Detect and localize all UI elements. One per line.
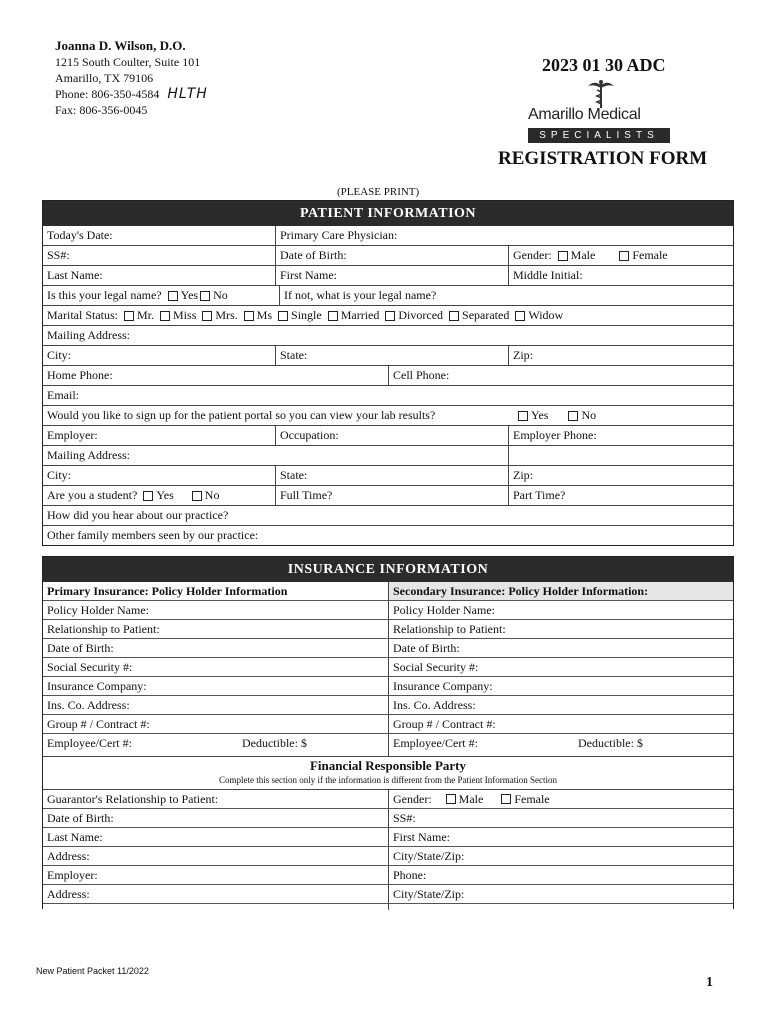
yes-label: Yes — [180, 288, 199, 302]
miss-label: Miss — [173, 308, 197, 322]
guarantor-right-column — [389, 789, 733, 910]
secondary-dob-field[interactable]: Date of Birth: — [389, 639, 733, 658]
married-checkbox[interactable] — [328, 311, 338, 321]
form-row — [43, 265, 733, 285]
mr-checkbox[interactable] — [124, 311, 134, 321]
patient-information-section — [42, 200, 734, 546]
city-field[interactable]: City: — [47, 348, 72, 362]
guarantor-city-state-zip-field[interactable]: City/State/Zip: — [389, 847, 733, 866]
secondary-insurance-column — [389, 582, 733, 756]
guarantor-female-checkbox[interactable] — [501, 794, 511, 804]
mr-label: Mr. — [137, 308, 155, 322]
document-id: 2023 01 30 ADC — [542, 55, 666, 75]
full-time-field[interactable]: Full Time? — [275, 486, 508, 505]
primary-ssn-field[interactable]: Social Security #: — [43, 658, 388, 677]
guarantor-male-checkbox[interactable] — [446, 794, 456, 804]
guarantor-relationship-field[interactable]: Guarantor's Relationship to Patient: — [43, 790, 388, 809]
primary-insurance-company-field[interactable]: Insurance Company: — [43, 677, 388, 696]
secondary-ins-address-field[interactable]: Ins. Co. Address: — [389, 696, 733, 715]
insurance-information-section — [42, 556, 734, 909]
gender-label: Gender: — [513, 248, 552, 262]
gender-field — [508, 246, 733, 265]
form-row — [43, 385, 733, 405]
dob-field[interactable]: Date of Birth: — [275, 246, 508, 265]
form-row — [43, 245, 733, 265]
form-row — [43, 505, 733, 525]
guarantor-female-label: Female — [514, 791, 550, 806]
home-phone-field[interactable]: Home Phone: — [47, 368, 113, 382]
employer-state-field[interactable]: State: — [275, 466, 508, 485]
doctor-name: Joanna D. Wilson, D.O. — [55, 38, 186, 53]
financial-party-header — [43, 756, 733, 789]
email-field[interactable]: Email: — [47, 388, 79, 402]
form-row — [43, 325, 733, 345]
guarantor-gender-field — [389, 790, 733, 809]
please-print-note: (PLEASE PRINT) — [337, 186, 420, 198]
portal-no-label: No — [581, 408, 597, 422]
form-title: REGISTRATION FORM — [498, 148, 708, 169]
form-row — [43, 305, 733, 325]
single-label: Single — [291, 308, 322, 322]
guarantor-gender-label: Gender: — [393, 791, 432, 806]
primary-ins-address-field[interactable]: Ins. Co. Address: — [43, 696, 388, 715]
ssn-field[interactable]: SS#: — [47, 248, 70, 262]
secondary-employee-cert-row — [389, 734, 733, 753]
student-yes-checkbox[interactable] — [143, 491, 153, 501]
employer-blank-cell — [508, 446, 733, 465]
female-checkbox[interactable] — [619, 251, 629, 261]
guarantor-phone-field[interactable]: Phone: — [389, 866, 733, 885]
marital-status-field — [43, 306, 733, 325]
legal-name-question — [43, 286, 275, 305]
handwritten-note: HLTH — [167, 86, 208, 102]
primary-policy-holder-name-field[interactable]: Policy Holder Name: — [43, 601, 388, 620]
guarantor-employer-address-field[interactable]: Address: — [43, 885, 388, 904]
first-name-field[interactable]: First Name: — [275, 266, 508, 285]
guarantor-ssn-field[interactable]: SS#: — [389, 809, 733, 828]
primary-deductible-field[interactable]: Deductible: $ — [241, 736, 307, 750]
secondary-employee-cert-field[interactable]: Employee/Cert #: — [393, 736, 478, 750]
last-name-field[interactable]: Last Name: — [47, 268, 103, 282]
insurance-information-header: INSURANCE INFORMATION — [43, 557, 733, 582]
insurance-columns — [43, 582, 733, 756]
zip-field[interactable]: Zip: — [508, 346, 733, 365]
separated-checkbox[interactable] — [449, 311, 459, 321]
financial-party-title: Financial Responsible Party — [309, 758, 466, 773]
secondary-insurance-heading: Secondary Insurance: Policy Holder Information: — [389, 582, 733, 601]
secondary-insurance-company-field[interactable]: Insurance Company: — [389, 677, 733, 696]
cell-phone-field[interactable]: Cell Phone: — [388, 366, 733, 385]
other-family-field[interactable]: Other family members seen by our practice: — [47, 528, 259, 542]
form-row — [43, 425, 733, 445]
primary-dob-field[interactable]: Date of Birth: — [43, 639, 388, 658]
financial-party-note: Complete this section only if the information is different from the Patient Information Section — [218, 775, 557, 785]
student-no-label: No — [204, 488, 220, 502]
mrs-label: Mrs. — [215, 308, 238, 322]
legal-name-field[interactable]: If not, what is your legal name? — [279, 286, 733, 305]
financial-party-columns — [43, 789, 733, 909]
form-row — [43, 345, 733, 365]
form-row — [43, 525, 733, 545]
miss-checkbox[interactable] — [160, 311, 170, 321]
student-no-checkbox[interactable] — [192, 491, 202, 501]
legal-name-yes-checkbox[interactable] — [168, 291, 178, 301]
page-number: 1 — [706, 975, 713, 990]
form-row — [43, 365, 733, 385]
form-row — [43, 465, 733, 485]
primary-insurance-heading: Primary Insurance: Policy Holder Information — [43, 582, 388, 601]
employer-city-field[interactable]: City: — [47, 468, 72, 482]
middle-initial-field[interactable]: Middle Initial: — [508, 266, 733, 285]
employer-field[interactable]: Employer: — [47, 428, 98, 442]
secondary-deductible-field[interactable]: Deductible: $ — [577, 736, 643, 750]
no-label: No — [213, 288, 228, 302]
hear-about-field[interactable]: How did you hear about our practice? — [47, 508, 229, 522]
single-checkbox[interactable] — [278, 311, 288, 321]
mailing-address-field[interactable]: Mailing Address: — [47, 328, 130, 342]
form-row — [43, 285, 733, 305]
guarantor-left-column — [43, 789, 389, 910]
part-time-field[interactable]: Part Time? — [508, 486, 733, 505]
secondary-ssn-field[interactable]: Social Security #: — [389, 658, 733, 677]
female-label: Female — [632, 248, 668, 262]
guarantor-address-field[interactable]: Address: — [43, 847, 388, 866]
portal-options — [508, 406, 733, 425]
ms-checkbox[interactable] — [244, 311, 254, 321]
secondary-policy-holder-name-field[interactable]: Policy Holder Name: — [389, 601, 733, 620]
practice-address-block — [55, 38, 208, 118]
portal-yes-checkbox[interactable] — [518, 411, 528, 421]
primary-employee-cert-field[interactable]: Employee/Cert #: — [47, 736, 132, 750]
primary-employee-cert-row — [43, 734, 388, 753]
phone-line: Phone: 806-350-4584 — [55, 87, 160, 101]
packet-version-note: New Patient Packet 11/2022 — [36, 966, 149, 976]
primary-insurance-column — [43, 582, 389, 756]
widow-checkbox[interactable] — [515, 311, 525, 321]
male-checkbox[interactable] — [558, 251, 568, 261]
legal-name-no-checkbox[interactable] — [200, 291, 210, 301]
student-yes-label: Yes — [156, 488, 174, 502]
student-question — [43, 486, 275, 505]
primary-relationship-field[interactable]: Relationship to Patient: — [43, 620, 388, 639]
form-row — [43, 405, 733, 425]
employer-phone-field[interactable]: Employer Phone: — [508, 426, 733, 445]
guarantor-employer-field[interactable]: Employer: — [43, 866, 388, 885]
secondary-group-field[interactable]: Group # / Contract #: — [389, 715, 733, 734]
logo-specialists-text: SPECIALISTS — [528, 128, 670, 143]
ms-label: Ms — [256, 308, 273, 322]
occupation-field[interactable]: Occupation: — [275, 426, 508, 445]
marital-status-label: Marital Status: — [47, 308, 118, 322]
state-field[interactable]: State: — [275, 346, 508, 365]
practice-logo — [528, 78, 672, 144]
divorced-checkbox[interactable] — [385, 311, 395, 321]
married-label: Married — [340, 308, 380, 322]
logo-brand-text: Amarillo Medical — [528, 106, 641, 123]
student-label: Are you a student? — [47, 488, 138, 502]
pcp-field[interactable]: Primary Care Physician: — [275, 226, 733, 245]
primary-group-field[interactable]: Group # / Contract #: — [43, 715, 388, 734]
legal-name-label: Is this your legal name? — [47, 288, 162, 302]
todays-date-field[interactable]: Today's Date: — [47, 228, 113, 242]
guarantor-employer-city-state-zip-field[interactable]: City/State/Zip: — [389, 885, 733, 904]
employer-mailing-address-field[interactable]: Mailing Address: — [47, 448, 130, 462]
form-row — [43, 485, 733, 505]
separated-label: Separated — [462, 308, 510, 322]
guarantor-first-name-field[interactable]: First Name: — [389, 828, 733, 847]
fax-line: Fax: 806-356-0045 — [55, 103, 148, 117]
form-row — [43, 445, 733, 465]
mrs-checkbox[interactable] — [202, 311, 212, 321]
address-line-2: Amarillo, TX 79106 — [55, 71, 154, 85]
portal-question: Would you like to sign up for the patient portal so you can view your lab results? — [47, 408, 436, 422]
caduceus-icon — [586, 78, 616, 108]
guarantor-male-label: Male — [458, 791, 484, 806]
secondary-relationship-field[interactable]: Relationship to Patient: — [389, 620, 733, 639]
employer-zip-field[interactable]: Zip: — [508, 466, 733, 485]
guarantor-last-name-field[interactable]: Last Name: — [43, 828, 388, 847]
divorced-label: Divorced — [398, 308, 444, 322]
form-row — [43, 226, 733, 245]
portal-no-checkbox[interactable] — [568, 411, 578, 421]
widow-label: Widow — [528, 308, 564, 322]
patient-information-header: PATIENT INFORMATION — [43, 201, 733, 226]
male-label: Male — [570, 248, 596, 262]
address-line-1: 1215 South Coulter, Suite 101 — [55, 55, 201, 69]
guarantor-dob-field[interactable]: Date of Birth: — [43, 809, 388, 828]
portal-yes-label: Yes — [531, 408, 549, 422]
